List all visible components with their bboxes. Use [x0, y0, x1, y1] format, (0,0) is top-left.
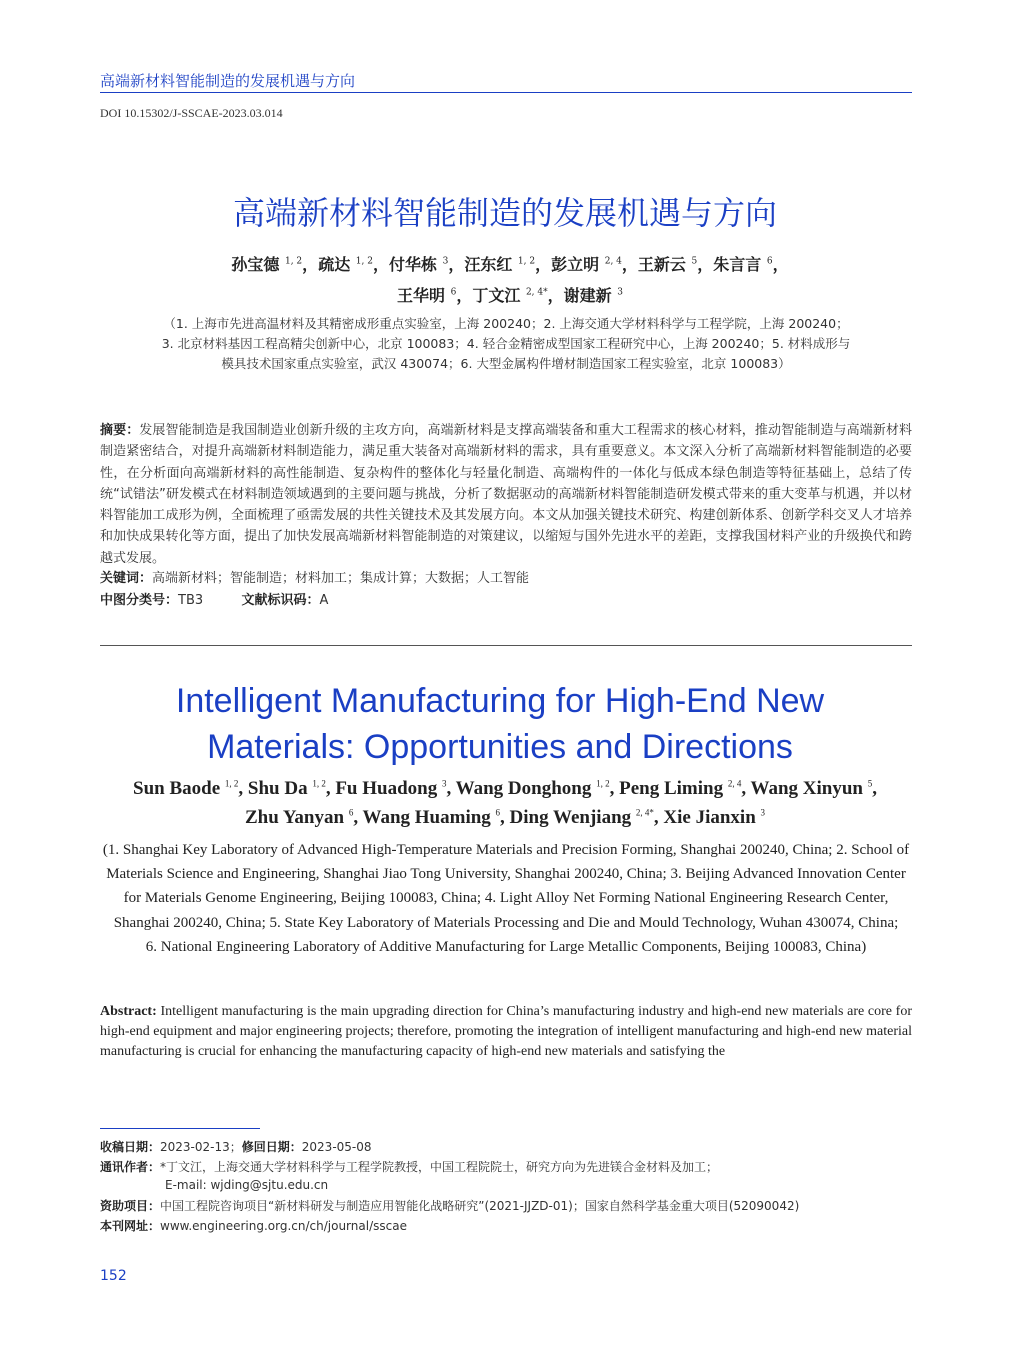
author-separator: ,: [609, 778, 620, 799]
author-name: Wang Huaming: [362, 807, 491, 828]
author-name: 朱言言: [713, 255, 762, 274]
author-separator: ,: [325, 778, 336, 799]
author-affiliation-index: 1, 2: [224, 778, 239, 789]
author-affiliation-index: 2, 4*: [525, 287, 548, 298]
funding-line: [100, 1197, 799, 1214]
author-name: Ding Wenjiang: [509, 807, 632, 828]
author-separator: ，: [621, 255, 638, 274]
author-name: 孙宝德: [231, 255, 280, 274]
author-affiliation-index: 6: [450, 287, 457, 298]
author-affiliation-index: 3: [442, 256, 449, 267]
author-affiliation-index: 2, 4: [727, 778, 742, 789]
author-separator: ，: [547, 286, 564, 305]
corresponding-line: [100, 1158, 718, 1175]
classification-line: [100, 589, 328, 608]
author-name: Wang Xinyun: [750, 778, 863, 799]
author-affiliation-index: 2, 4*: [635, 807, 654, 818]
author-affiliation-index: 1, 2: [312, 778, 326, 789]
url-label: 本刊网址：: [100, 1219, 161, 1233]
revised-date: 2023-05-08: [301, 1140, 372, 1154]
author-name: Wang Donghong: [455, 778, 592, 799]
author-name: Fu Huadong: [335, 778, 438, 799]
author-affiliation-index: 3: [617, 287, 623, 298]
funding-text: 中国工程院咨询项目“新材料研发与制造应用智能化战略研究”(2021-JJZD-01)；国家自然科学基金重大项目(52090042): [160, 1199, 800, 1213]
abstract-text: 发展智能制造是我国制造业创新升级的主攻方向，高端新材料是支撑高端装备和重大工程需求的核心材料，推动智能制造与高端新材料制造紧密结合，对提升高端新材料制造能力，满足重大装备对高端新材料的需求，具有重要意义。本文深入分析了高端新材料智能制造的必要性，在分析面向高端新材料的高性能制造、复杂构件的整体化与轻量化制造、高端构件的一体化与低成本绿色制造等特征基础上，总结了传统“试错法”研发模式在材料制造领域遇到的主要问题与挑战，分析了数据驱动的高端新材料智能制造研发模式带来的重大变革与机遇，并以材料智能加工成形为例，全面梳理了亟需发展的共性关键技术及其发展方向。本文从加强关键技术研究、构建创新体系、创新学科交叉人才培养和加快成果转化等方面，提出了加快发展高端新材料智能制造的对策建议，以缩短与国外先进水平的差距，支撑我国材料产业的升级换代和跨越式发展。: [100, 423, 912, 566]
english-affiliations: [92, 838, 920, 959]
author-separator: ，: [772, 255, 789, 274]
funding-label: 资助项目：: [100, 1199, 161, 1213]
english-abstract: [100, 1002, 912, 1063]
clc-value: TB3: [178, 593, 204, 608]
affiliation-line: （1. 上海市先进高温材料及其精密成形重点实验室，上海 200240；2. 上海交通大学材料科学与工程学院，上海 200240；: [163, 316, 849, 331]
dates-line: [100, 1138, 372, 1155]
english-authors-line-1: [0, 778, 1010, 800]
received-label: 收稿日期：: [100, 1140, 161, 1154]
author-separator: ，: [372, 255, 389, 274]
english-title: [0, 678, 1000, 770]
author-name: 疏达: [318, 255, 351, 274]
author-separator: ，: [448, 255, 465, 274]
keywords-label: 关键词：: [100, 571, 153, 586]
author-separator: ,: [653, 807, 664, 828]
email: E-mail: wjding@sjtu.edu.cn: [165, 1178, 329, 1192]
affiliation-line: 6. National Engineering Laboratory of Additive Manufacturing for Large Metallic Components, Beijing 100083, China): [145, 938, 867, 955]
running-head: 高端新材料智能制造的发展机遇与方向: [100, 72, 356, 90]
affiliation-line: Materials Science and Engineering, Shanghai Jiao Tong University, Shanghai 200240, China; 3. Beijing Advanced Innovation Center: [106, 866, 906, 883]
author-separator: ,: [446, 778, 456, 799]
author-name: Shu Da: [247, 778, 308, 799]
header-divider: [100, 92, 912, 93]
section-divider: [100, 645, 912, 646]
doc-code-label: 文献标识码：: [241, 593, 320, 608]
author-separator: ，: [302, 255, 319, 274]
revised-label: 修回日期：: [241, 1140, 302, 1154]
author-name: 王华明: [397, 286, 446, 305]
abstract-label: Abstract:: [100, 1004, 157, 1019]
footnote-divider: [100, 1128, 260, 1129]
chinese-abstract: [100, 420, 912, 569]
affiliation-line: 3. 北京材料基因工程高精尖创新中心，北京 100083；4. 轻合金精密成型国家工程研究中心，上海 200240；5. 材料成形与: [161, 336, 851, 351]
doi: DOI 10.15302/J-SSCAE-2023.03.014: [100, 106, 283, 120]
author-affiliation-index: 3: [760, 807, 766, 818]
abstract-text: Intelligent manufacturing is the main upgrading direction for China’s manufacturing industry and high-end new materials are core for high-end equipment and major engineering projects; therefore, promoting the integration of intelligent manufacturing and high-end new material manufacturing is crucial for enhancing the manufacturing capacity of high-end new materials and satisfying the: [100, 1004, 912, 1060]
author-affiliation-index: 1, 2: [596, 778, 610, 789]
english-title-line: Materials: Opportunities and Directions: [207, 728, 793, 766]
affiliation-line: (1. Shanghai Key Laboratory of Advanced High-Temperature Materials and Precision Forming, Shanghai 200240, China; 2. School of: [102, 842, 910, 858]
author-separator: ,: [238, 778, 248, 799]
chinese-affiliations: [100, 314, 912, 374]
author-separator: ,: [500, 807, 510, 828]
chinese-authors-line-1: [0, 252, 1020, 275]
chinese-keywords: [100, 567, 529, 586]
author-name: Zhu Yanyan: [244, 807, 345, 828]
received-date: 2023-02-13；: [160, 1140, 242, 1154]
page-number: 152: [100, 1268, 127, 1284]
corresponding-text: *丁文江，上海交通大学材料科学与工程学院教授，中国工程院院士，研究方向为先进镁合金材料及加工；: [160, 1160, 719, 1174]
author-separator: ，: [456, 286, 473, 305]
author-name: 汪东红: [464, 255, 513, 274]
author-separator: ,: [872, 778, 877, 799]
journal-url[interactable]: www.engineering.org.cn/ch/journal/sscae: [160, 1219, 407, 1233]
author-name: Sun Baode: [133, 778, 221, 799]
author-affiliation-index: 6: [495, 807, 501, 818]
abstract-label: 摘要：: [100, 423, 140, 438]
journal-url-line: [100, 1217, 407, 1234]
author-separator: ,: [353, 807, 363, 828]
author-name: 付华栋: [388, 255, 437, 274]
author-name: 丁文江: [472, 286, 521, 305]
keywords-text: 高端新材料；智能制造；材料加工；集成计算；大数据；人工智能: [152, 571, 530, 586]
affiliation-line: Shanghai 200240, China; 5. State Key Laboratory of Materials Processing and Die and Mould Technology, Wuhan 430074, China;: [113, 914, 899, 931]
author-affiliation-index: 1, 2: [284, 256, 303, 267]
author-separator: ，: [697, 255, 714, 274]
author-affiliation-index: 6: [348, 807, 354, 818]
corresponding-label: 通讯作者：: [100, 1160, 161, 1174]
author-affiliation-index: 1, 2: [355, 256, 373, 267]
author-name: 谢建新: [563, 286, 612, 305]
chinese-title: 高端新材料智能制造的发展机遇与方向: [232, 194, 777, 232]
author-affiliation-index: 5: [691, 256, 698, 267]
author-name: Peng Liming: [619, 778, 724, 799]
author-affiliation-index: 5: [867, 778, 873, 789]
doc-code-value: A: [319, 593, 329, 608]
clc-label: 中图分类号：: [100, 593, 179, 608]
author-affiliation-index: 6: [766, 256, 773, 267]
affiliation-line: 模具技术国家重点实验室，武汉 430074；6. 大型金属构件增材制造国家工程实验室，北京 100083）: [221, 356, 791, 371]
author-affiliation-index: 3: [441, 778, 447, 789]
author-affiliation-index: 1, 2: [517, 256, 536, 267]
author-name: 彭立明: [551, 255, 600, 274]
chinese-authors-line-2: [0, 283, 1020, 306]
author-separator: ,: [741, 778, 751, 799]
author-name: 王新云: [637, 255, 686, 274]
author-affiliation-index: 2, 4: [604, 256, 622, 267]
affiliation-line: for Materials Genome Engineering, Beijing 100083, China; 4. Light Alloy Net Forming National Engineering Research Center,: [123, 890, 889, 907]
author-separator: ，: [535, 255, 552, 274]
english-authors-line-2: [0, 807, 1010, 829]
english-title-line: Intelligent Manufacturing for High-End New: [175, 682, 825, 720]
author-name: Xie Jianxin: [663, 807, 756, 828]
